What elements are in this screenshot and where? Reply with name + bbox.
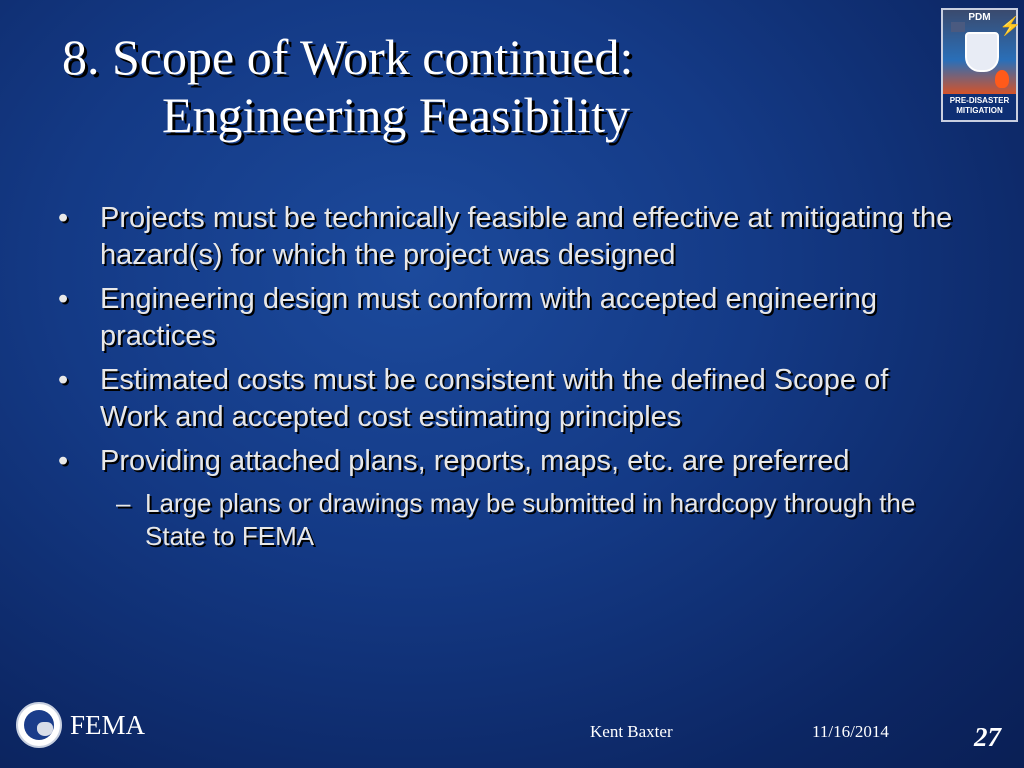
slide-title <box>62 28 882 144</box>
pdm-caption-line-1: PRE-DISASTER <box>949 96 1010 105</box>
bullet-text: Providing attached plans, reports, maps, etc. are preferred <box>100 445 850 477</box>
shield-icon <box>965 32 999 72</box>
footer-date: 11/16/2014 <box>812 722 889 741</box>
dhs-seal-icon <box>16 702 62 748</box>
pdm-logo-label: PDM <box>968 12 991 23</box>
bullet-text: Engineering design must conform with accepted engineering practices <box>100 283 878 352</box>
bullet-marker: • <box>58 283 69 315</box>
pdm-logo <box>941 8 1022 122</box>
title-line-2: Engineering Feasibility <box>162 87 630 143</box>
bullet-item <box>58 281 958 355</box>
eagle-icon <box>37 722 53 736</box>
bullet-item <box>58 362 958 436</box>
page-number: 27 <box>974 722 1001 752</box>
bullet-marker: • <box>58 364 69 396</box>
title-line-1: 8. Scope of Work continued: <box>62 29 634 85</box>
bullet-item <box>58 443 958 480</box>
pdm-caption-line-2: MITIGATION <box>956 106 1003 115</box>
bullet-text: Estimated costs must be consistent with the defined Scope of Work and accepted cost estimating principles <box>100 364 889 433</box>
agency-name: FEMA <box>70 710 146 740</box>
bullet-marker: • <box>58 445 69 477</box>
sub-bullet-text: Large plans or drawings may be submitted in hardcopy through the State to FEMA <box>145 488 916 551</box>
pdm-logo-caption <box>943 96 1016 116</box>
bullet-marker: • <box>58 202 69 234</box>
footer-author: Kent Baxter <box>590 722 673 741</box>
bullet-text: Projects must be technically feasible and effective at mitigating the hazard(s) for which the project was designed <box>100 202 953 271</box>
sub-bullet-item <box>58 487 958 553</box>
sub-bullet-marker: – <box>116 488 131 518</box>
house-icon <box>951 22 965 32</box>
bullet-item <box>58 200 958 274</box>
lightning-icon: ⚡ <box>999 16 1022 36</box>
slide-body <box>58 200 958 553</box>
pdm-logo-artwork <box>943 10 1022 94</box>
flame-icon <box>995 70 1009 88</box>
